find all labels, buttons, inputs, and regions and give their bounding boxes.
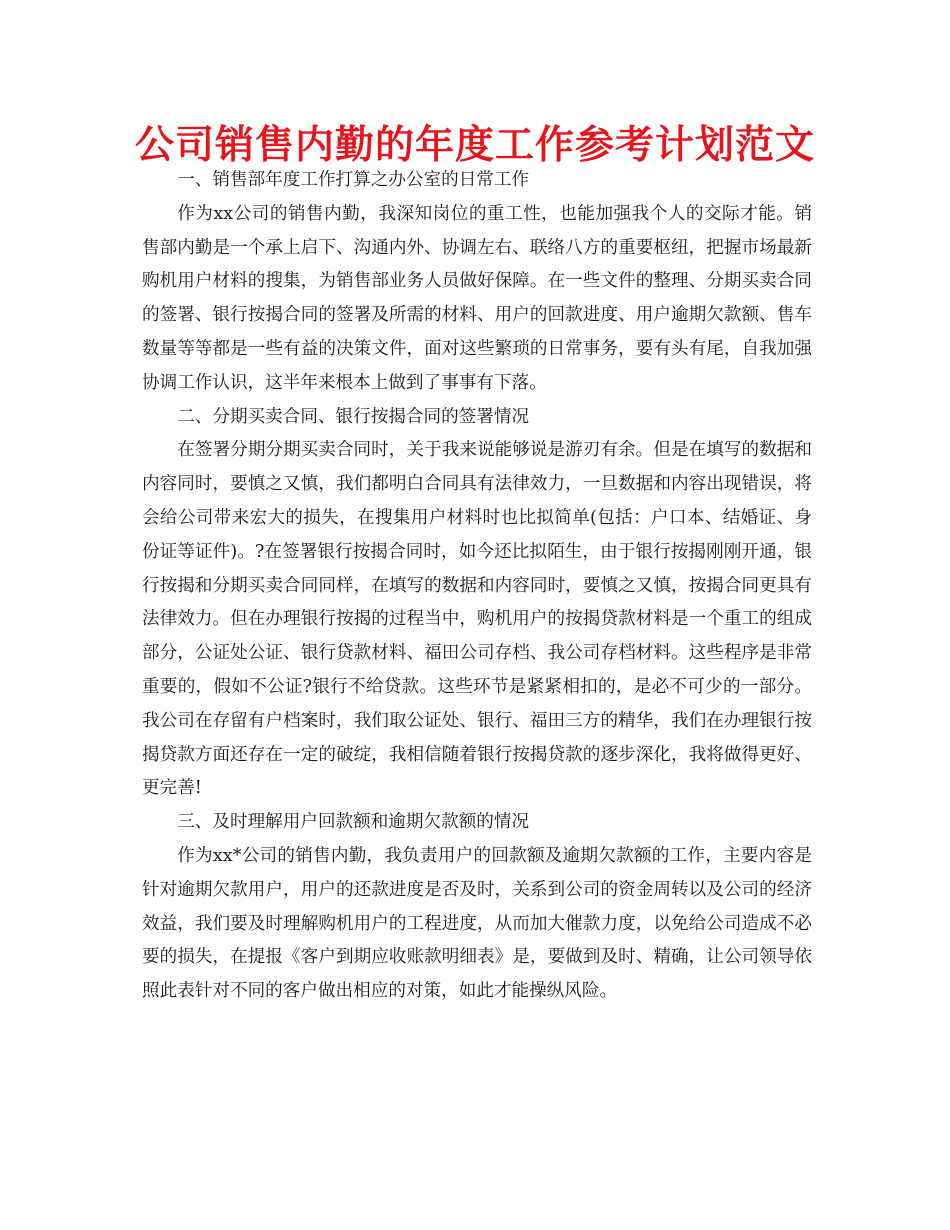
section-paragraph-2: 在签署分期分期买卖合同时，关于我来说能够说是游刃有余。但是在填写的数据和内容同时，要慎之又慎，我们都明白合同具有法律效力，一旦数据和内容出现错误，将会给公司带来宏大的损失，在搜集用户材料时也比拟简单(包括：户口本、结婚证、身份证等证件)。?在签署银行按揭合同时，如今还比拟陌生，由于银行按揭刚刚开通，银行按揭和分期买卖合同同样，在填写的数据和内容同时，要慎之又慎，按揭合同更具有法律效力。但在办理银行按揭的过程当中，购机用户的按揭贷款材料是一个重工的组成部分，公证处公证、银行贷款材料、福田公司存档、我公司存档材料。这些程序是非常重要的，假如不公证?银行不给贷款。这些环节是紧紧相扣的，是必不可少的一部分。我公司在存留有户档案时，我们取公证处、银行、福田三方的精华，我们在办理银行按揭贷款方面还存在一定的破绽，我相信随着银行按揭贷款的逐步深化，我将做得更好、更完善! — [142, 440, 812, 799]
section-heading-1: 一、销售部年度工作打算之办公室的日常工作 — [177, 170, 530, 190]
section-paragraph-3: 作为xx*公司的销售内勤，我负责用户的回款额及逾期欠款额的工作，主要内容是针对逾期欠款用户，用户的还款进度是否及时，关系到公司的资金周转以及公司的经济效益，我们要及时理解购机用户的工程进度，从而加大催款力度，以免给公司造成不必要的损失，在提报《客户到期应收账款明细表》是，要做到及时、精确，让公司领导依照此表针对不同的客户做出相应的对策，如此才能操纵风险。 — [142, 845, 812, 1002]
section-paragraph-1: 作为xx公司的销售内勤，我深知岗位的重工性，也能加强我个人的交际才能。销售部内勤是一个承上启下、沟通内外、协调左右、联络八方的重要枢纽，把握市场最新购机用户材料的搜集，为销售部业务人员做好保障。在一些文件的整理、分期买卖合同的签署、银行按揭合同的签署及所需的材料、用户的回款进度、用户逾期欠款额、售车数量等等都是一些有益的决策文件，面对这些繁琐的日常事务，要有头有尾，自我加强协调工作认识，这半年来根本上做到了事事有下落。 — [142, 203, 812, 393]
document-body — [142, 164, 812, 1009]
document-title: 公司销售内勤的年度工作参考计划范文 — [134, 123, 815, 168]
section-heading-2: 二、分期买卖合同、银行按揭合同的签署情况 — [177, 406, 530, 427]
section-heading-3: 三、及时理解用户回款额和逾期欠款额的情况 — [177, 812, 530, 833]
